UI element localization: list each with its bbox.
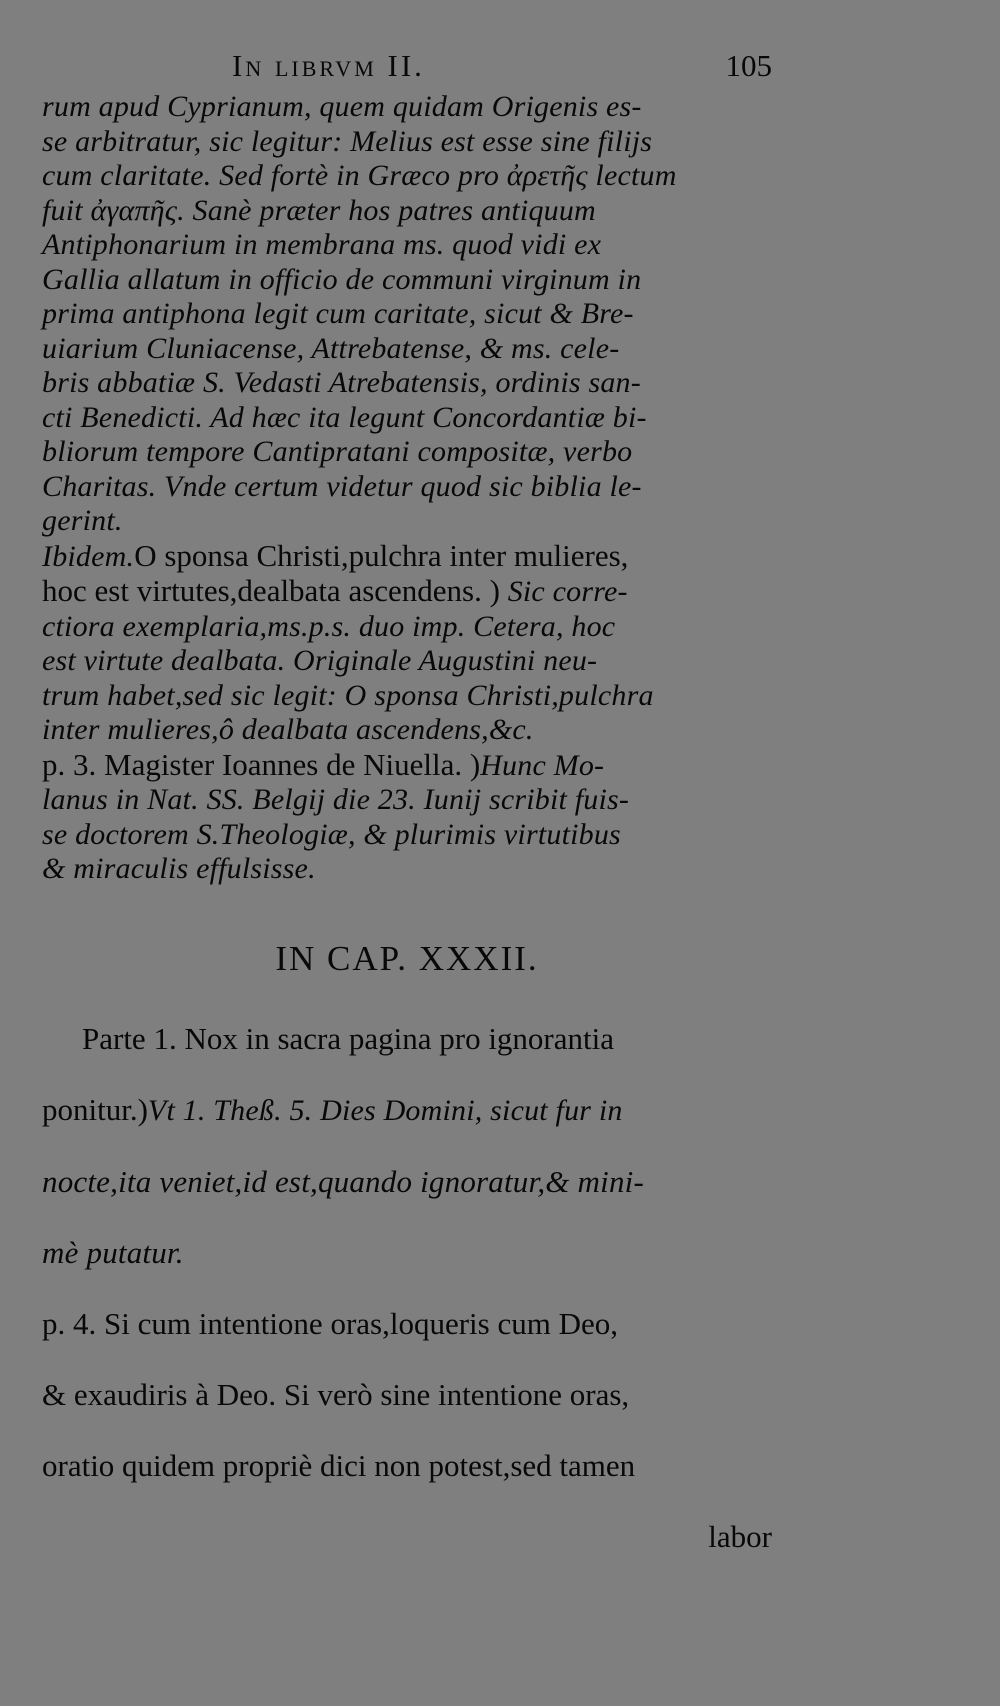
page-number: 105	[725, 48, 772, 83]
text-line: ctiora exemplaria,ms.p.s. duo imp. Cetera, hoc	[42, 609, 616, 643]
running-head	[42, 48, 772, 90]
text-line: bliorum tempore Cantipratani compositæ, verbo	[42, 435, 633, 468]
text-line: est virtute dealbata. Originale Augustini neu-	[42, 644, 598, 677]
lemma-text: ponitur.)	[42, 1091, 148, 1127]
text-line: bris abbatiæ S. Vedasti Atrebatensis, ordinis san-	[42, 366, 641, 399]
text-line: p. 4. Si cum intentione oras,loqueris cum Deo,	[42, 1305, 618, 1341]
text-line: nocte,ita veniet,id est,quando ignoratur,& mini-	[42, 1163, 644, 1199]
text-line	[42, 748, 772, 784]
note-text: Hunc Mo-	[480, 748, 605, 782]
text-line: gerint.	[42, 504, 123, 537]
text-line: oratio quidem propriè dici non potest,sed tamen	[42, 1447, 636, 1483]
text-line: Charitas. Vnde certum videtur quod sic biblia le-	[42, 469, 642, 503]
text-line: Parte 1. Nox in sacra pagina pro ignorantia	[82, 1020, 614, 1056]
text-line: se doctorem S.Theologiæ, & plurimis virtutibus	[42, 817, 621, 851]
text-line: inter mulieres,ô dealbata ascendens,&c.	[42, 713, 534, 746]
text-line: trum habet,sed sic legit: O sponsa Christi,pulchra	[42, 678, 654, 712]
text-line: prima antiphona legit cum caritate, sicut & Bre-	[42, 297, 634, 330]
text-line: uiarium Cluniacense, Attrebatense, & ms. cele-	[42, 331, 620, 365]
text-line: cum claritate. Sed fortè in Græco pro ἀρετῆς lectum	[42, 159, 677, 192]
commentary-paragraph-1	[42, 90, 772, 539]
text-line: rum apud Cyprianum, quem quidam Origenis es-	[42, 90, 642, 123]
text-line: mè putatur.	[42, 1234, 184, 1270]
text-line: Gallia allatum in officio de communi virginum in	[42, 262, 642, 296]
book-page	[42, 48, 772, 1688]
lemma-text: p. 3. Magister Ioannes de Niuella. )	[42, 746, 481, 782]
lemma-text: O sponsa Christi,pulchra inter mulieres,	[134, 537, 629, 573]
text-line	[42, 1090, 772, 1131]
lemma-text: hoc est virtutes,dealbata ascendens. )	[42, 573, 500, 608]
commentary-paragraph-p4	[42, 1304, 772, 1486]
text-line: & miraculis effulsisse.	[42, 852, 316, 885]
text-line: cti Benedicti. Ad hæc ita legunt Concordantiæ bi-	[42, 400, 647, 434]
text-line	[42, 539, 772, 575]
commentary-paragraph-parte1	[42, 1019, 772, 1273]
text-line: Antiphonarium in membrana ms. quod vidi ex	[42, 228, 602, 261]
catchword: labor	[708, 1518, 772, 1554]
commentary-paragraph-p3	[42, 748, 772, 887]
text-line: lanus in Nat. SS. Belgij die 23. Iunij scribit fuis-	[42, 783, 630, 816]
lemma-reference: Ibidem.	[42, 539, 135, 573]
text-line	[42, 574, 772, 610]
running-head-title: In librvm II.	[232, 48, 425, 83]
text-line: & exaudiris à Deo. Si verò sine intentione oras,	[42, 1376, 630, 1412]
note-text: Vt 1. Theß. 5. Dies Domini, sicut fur in	[147, 1093, 623, 1127]
note-text: Sic corre-	[507, 575, 628, 608]
chapter-heading: IN CAP. XXXII.	[275, 938, 539, 978]
commentary-paragraph-ibidem	[42, 539, 772, 748]
text-line: se arbitratur, sic legitur: Melius est esse sine filijs	[42, 124, 653, 158]
text-line: fuit ἀγαπῆς. Sanè præter hos patres antiquum	[42, 193, 596, 227]
